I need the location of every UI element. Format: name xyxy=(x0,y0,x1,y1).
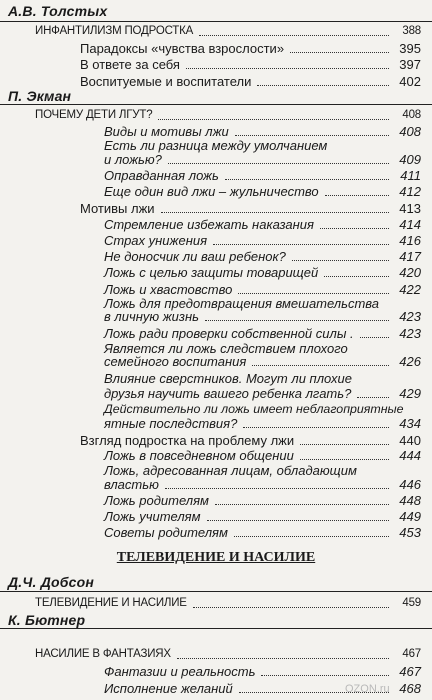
toc-entry[interactable]: Еще один вид лжи – жульничество 412 xyxy=(104,184,421,199)
divider xyxy=(0,104,432,105)
toc-entry[interactable]: ТЕЛЕВИДЕНИЕ И НАСИЛИЕ 459 xyxy=(35,597,421,609)
toc-entry-line: Является ли ложь следствием плохого xyxy=(104,341,348,356)
toc-entry[interactable]: Стремление избежать наказания 414 xyxy=(104,217,421,232)
toc-entry[interactable]: Ложь родителям 448 xyxy=(104,493,421,508)
toc-entry[interactable]: Не доносчик ли ваш ребенок? 417 xyxy=(104,249,421,264)
toc-entry[interactable]: ИНФАНТИЛИЗМ ПОДРОСТКА 388 xyxy=(35,25,421,37)
toc-entry[interactable]: Фантазии и реальность 467 xyxy=(104,664,421,679)
author-heading: К. Бютнер xyxy=(8,612,86,628)
watermark: OZON.ru xyxy=(345,683,390,695)
toc-entry[interactable]: ПОЧЕМУ ДЕТИ ЛГУТ? 408 xyxy=(35,109,421,121)
toc-entry[interactable]: властью 446 xyxy=(104,477,421,492)
divider xyxy=(0,628,432,629)
toc-entry[interactable]: Исполнение желаний 468 xyxy=(104,681,421,696)
toc-entry[interactable]: ятные последствия? 434 xyxy=(104,416,421,431)
toc-entry[interactable]: Мотивы лжи 413 xyxy=(80,201,421,216)
toc-entry[interactable]: Страх унижения 416 xyxy=(104,233,421,248)
toc-entry[interactable]: семейного воспитания 426 xyxy=(104,354,421,369)
divider xyxy=(0,21,432,22)
toc-entry[interactable]: НАСИЛИЕ В ФАНТАЗИЯХ 467 xyxy=(35,648,421,660)
toc-entry-line: Влияние сверстников. Могут ли плохие xyxy=(104,371,352,386)
toc-entry[interactable]: Советы родителям 453 xyxy=(104,525,421,540)
toc-entry[interactable]: Ложь с целью защиты товарищей 420 xyxy=(104,265,421,280)
author-heading: А.В. Толстых xyxy=(8,3,108,19)
toc-entry[interactable]: и ложью? 409 xyxy=(104,152,421,167)
toc-entry[interactable]: в личную жизнь 423 xyxy=(104,309,421,324)
author-heading: П. Экман xyxy=(8,88,72,104)
toc-entry[interactable]: Взгляд подростка на проблему лжи 440 xyxy=(80,433,421,448)
toc-entry[interactable]: В ответе за себя 397 xyxy=(80,57,421,72)
toc-entry-line: Есть ли разница между умолчанием xyxy=(104,138,328,153)
toc-entry[interactable]: Парадоксы «чувства взрослости» 395 xyxy=(80,41,421,56)
toc-entry-line: Ложь для предотвращения вмешательства xyxy=(104,296,380,311)
author-heading: Д.Ч. Добсон xyxy=(8,574,95,590)
toc-entry-line: Действительно ли ложь имеет неблагоприятные xyxy=(104,402,404,416)
toc-entry[interactable]: Ложь в повседневном общении 444 xyxy=(104,448,421,463)
toc-entry[interactable]: Оправданная ложь 411 xyxy=(104,168,421,183)
divider xyxy=(0,591,432,592)
toc-entry[interactable]: Ложь и хвастовство 422 xyxy=(104,282,421,297)
toc-entry[interactable]: Воспитуемые и воспитатели 402 xyxy=(80,74,421,89)
toc-entry[interactable]: Ложь ради проверки собственной силы . 423 xyxy=(104,326,421,341)
toc-entry[interactable]: Виды и мотивы лжи 408 xyxy=(104,124,421,139)
toc-entry-line: Ложь, адресованная лицам, обладающим xyxy=(104,463,357,478)
toc-entry[interactable]: друзья научить вашего ребенка лгать? 429 xyxy=(104,386,421,401)
section-title: ТЕЛЕВИДЕНИЕ И НАСИЛИЕ xyxy=(116,550,316,565)
toc-entry[interactable]: Ложь учителям 449 xyxy=(104,509,421,524)
